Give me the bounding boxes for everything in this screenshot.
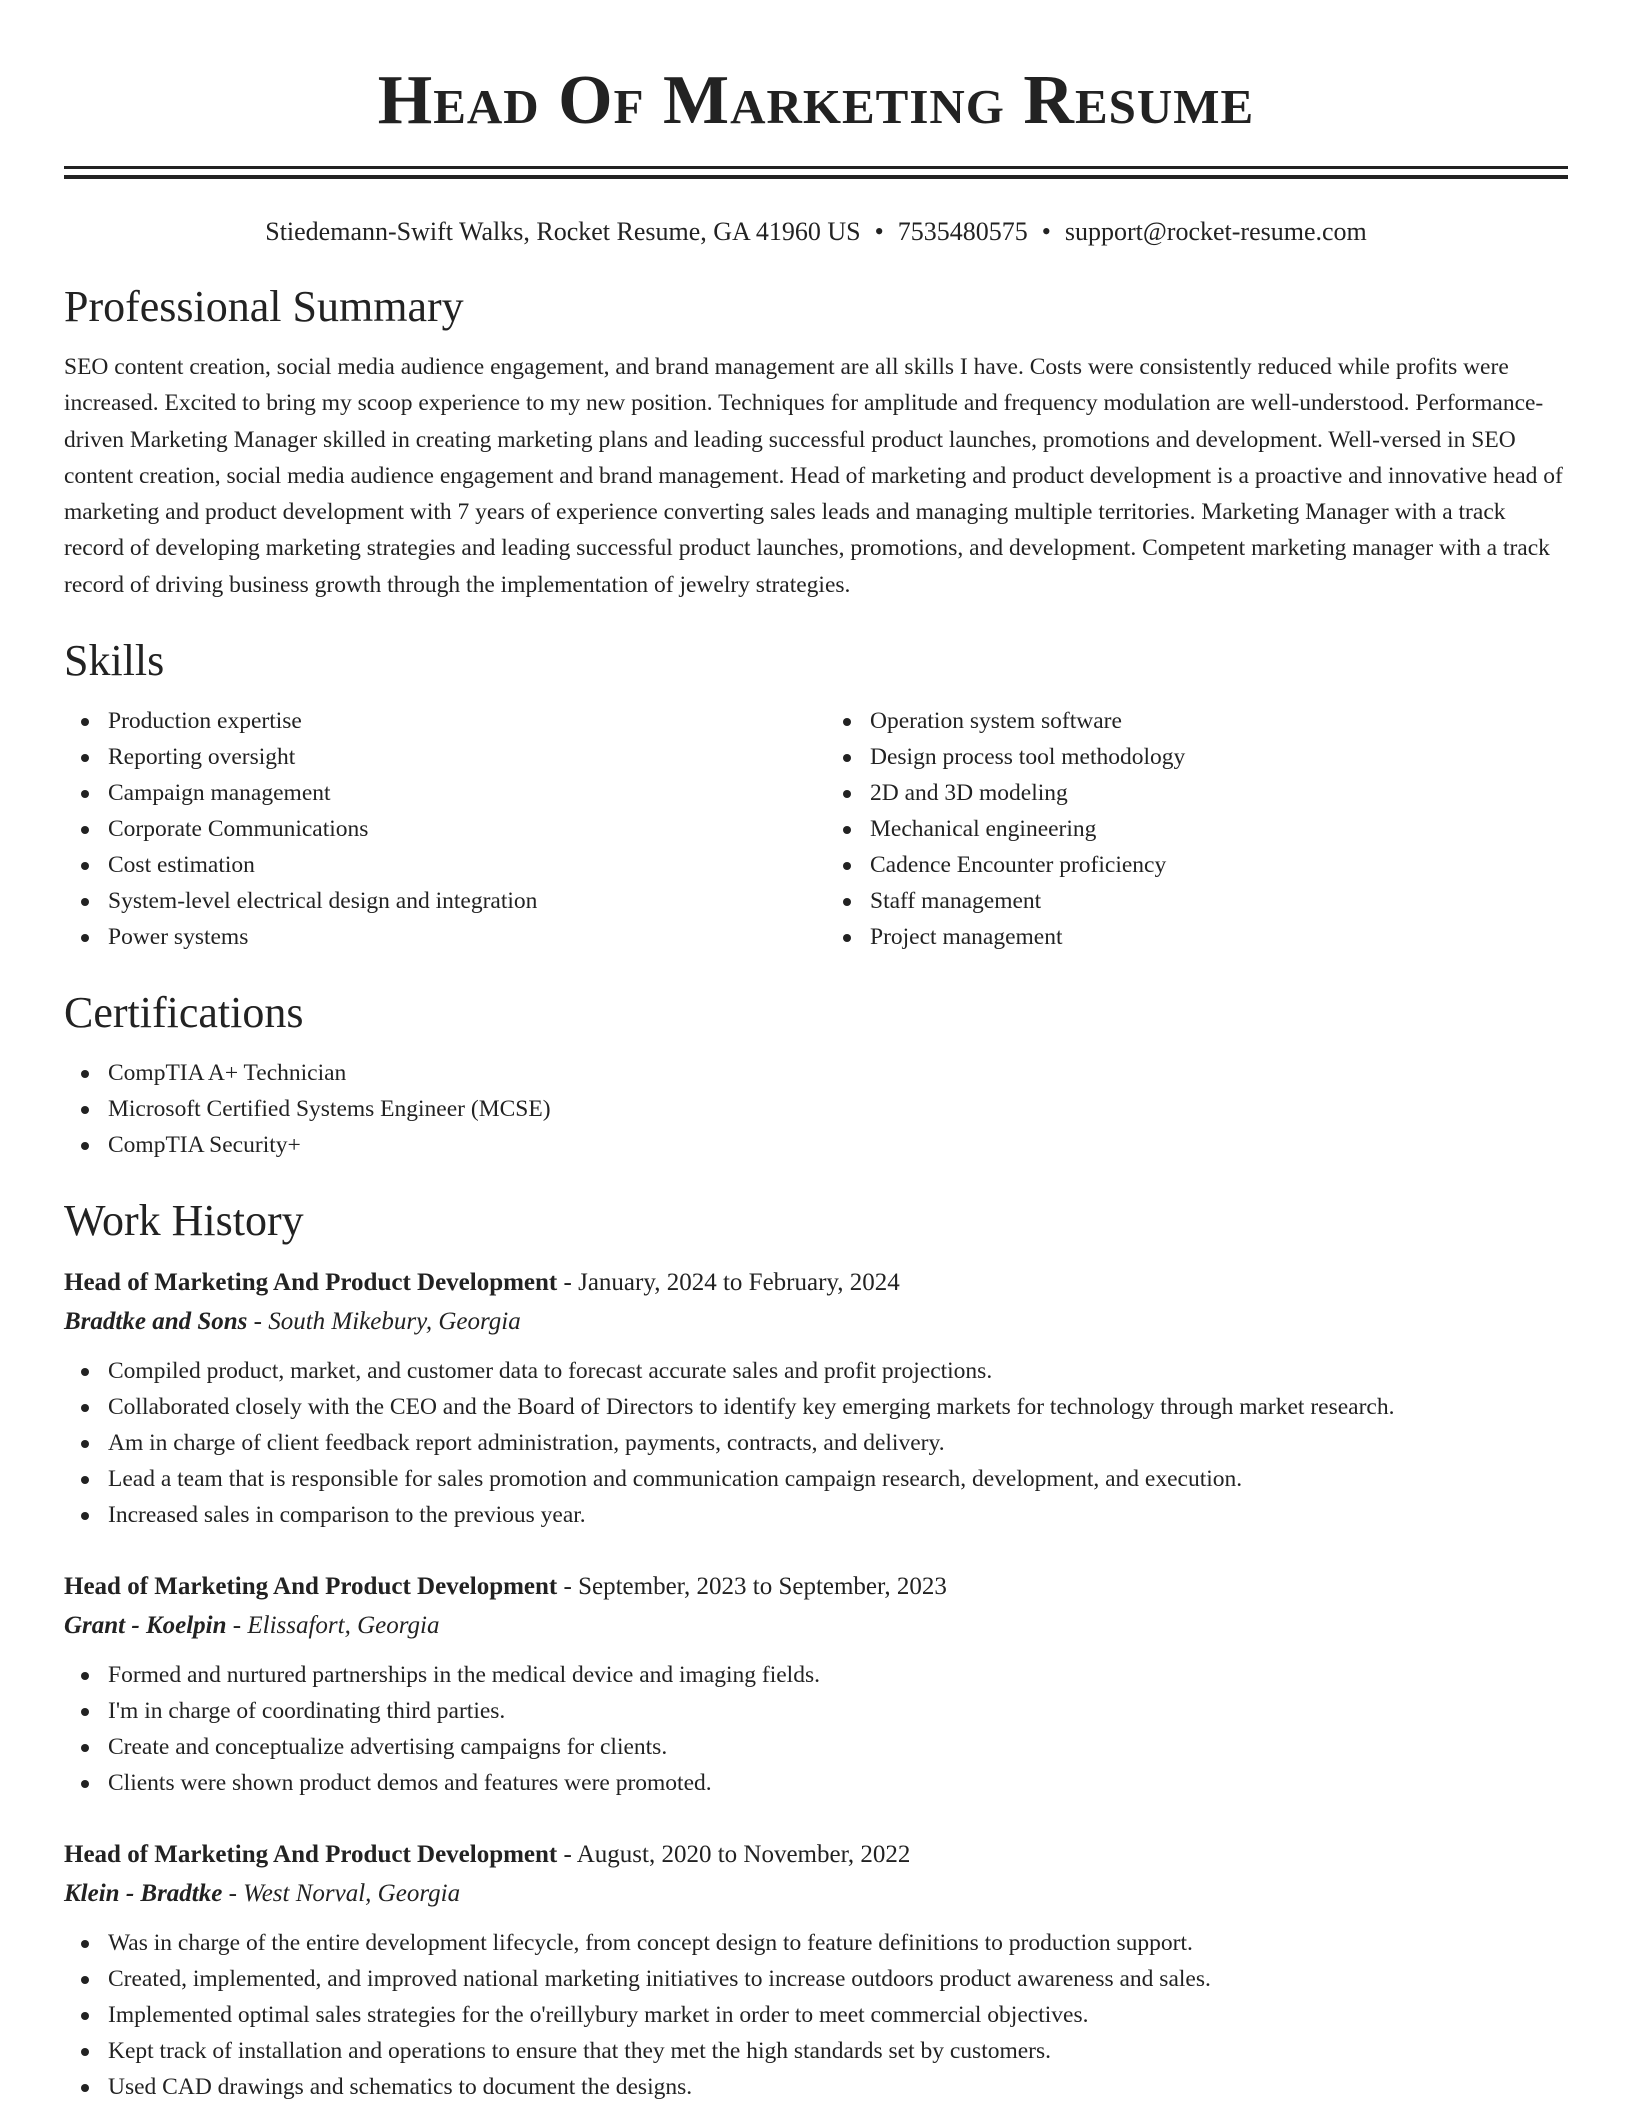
- job-bullet: Compiled product, market, and customer data to forecast accurate sales and profit projections.: [64, 1353, 1568, 1389]
- skill-item: 2D and 3D modeling: [826, 775, 1568, 811]
- job-bullet: Lead a team that is responsible for sales promotion and communication campaign research, development, and execution.: [64, 1461, 1568, 1497]
- certification-item: CompTIA A+ Technician: [64, 1055, 1568, 1091]
- job-bullet: Was in charge of the entire development lifecycle, from concept design to feature definitions to production support.: [64, 1925, 1568, 1961]
- job-location: - South Mikebury, Georgia: [247, 1308, 521, 1336]
- skill-item: Project management: [826, 919, 1568, 955]
- job-title-line: [64, 1263, 1568, 1302]
- skill-item: Operation system software: [826, 703, 1568, 739]
- skills-heading: Skills: [64, 636, 165, 686]
- certifications-section: [64, 988, 1568, 1163]
- job-bullet: Kept track of installation and operations to ensure that they met the high standards set by customers.: [64, 2033, 1568, 2069]
- skill-item: Mechanical engineering: [826, 811, 1568, 847]
- skill-item: Reporting oversight: [64, 739, 806, 775]
- skill-item: Power systems: [64, 919, 806, 955]
- skill-item: Cost estimation: [64, 847, 806, 883]
- certification-item: Microsoft Certified Systems Engineer (MCSE): [64, 1091, 1568, 1127]
- job-company-line: [64, 1874, 1568, 1913]
- work-history-section: [64, 1196, 1568, 2105]
- title-rule-thick: [64, 175, 1568, 179]
- skill-item: Cadence Encounter proficiency: [826, 847, 1568, 883]
- job-title: Head of Marketing And Product Development: [64, 1269, 558, 1297]
- job-bullet: Created, implemented, and improved national marketing initiatives to increase outdoors product awareness and sales.: [64, 1961, 1568, 1997]
- job-bullet: Am in charge of client feedback report administration, payments, contracts, and delivery.: [64, 1425, 1568, 1461]
- skill-item: System-level electrical design and integration: [64, 883, 806, 919]
- skill-item: Staff management: [826, 883, 1568, 919]
- job-bullet: Create and conceptualize advertising campaigns for clients.: [64, 1729, 1568, 1765]
- job-title: Head of Marketing And Product Development: [64, 1573, 558, 1601]
- summary-section: [64, 282, 1568, 603]
- certification-item: CompTIA Security+: [64, 1127, 1568, 1163]
- job-bullet: Increased sales in comparison to the previous year.: [64, 1497, 1568, 1533]
- job-location: - West Norval, Georgia: [222, 1880, 461, 1908]
- job-title-line: [64, 1835, 1568, 1874]
- skills-section: [64, 636, 1568, 955]
- skills-list-left: [64, 703, 806, 955]
- skill-item: Production expertise: [64, 703, 806, 739]
- summary-text: SEO content creation, social media audience engagement, and brand management are all skills I have. Costs were consistently reduced while profits were increased. Excited to bring my scoop experience to my new position. Techniques for amplitude and frequency modulation are well-understood. Performance-driven Marketing Manager skilled in creating marketing plans and leading successful product launches, promotions and development. Well-versed in SEO content creation, social media audience engagement and brand management. Head of marketing and product development is a proactive and innovative head of marketing and product development with 7 years of experience converting sales leads and managing multiple territories. Marketing Manager with a track record of developing marketing strategies and leading successful product launches, promotions, and development. Competent marketing manager with a track record of driving business growth through the implementation of jewelry strategies.: [64, 354, 1563, 598]
- job-company: Klein - Bradtke: [64, 1880, 223, 1908]
- job-bullet: I'm in charge of coordinating third parties.: [64, 1693, 1568, 1729]
- job-bullet: Implemented optimal sales strategies for the o'reillybury market in order to meet commercial objectives.: [64, 1997, 1568, 2033]
- skills-list-right: [826, 703, 1568, 955]
- job-bullet: Formed and nurtured partnerships in the medical device and imaging fields.: [64, 1657, 1568, 1693]
- job-company-line: [64, 1606, 1568, 1645]
- contact-phone: 7535480575: [897, 217, 1028, 246]
- contact-separator: •: [1041, 217, 1051, 246]
- job-bullets: [64, 1657, 1568, 1801]
- contact-separator: •: [874, 217, 884, 246]
- skill-item: Corporate Communications: [64, 811, 806, 847]
- resume-title: Head Of Marketing Resume: [377, 62, 1255, 139]
- skill-item: Campaign management: [64, 775, 806, 811]
- job-bullet: Collaborated closely with the CEO and the Board of Directors to identify key emerging markets for technology through market research.: [64, 1389, 1568, 1425]
- job-company: Bradtke and Sons: [64, 1308, 248, 1336]
- job-dates: - January, 2024 to February, 2024: [557, 1269, 900, 1297]
- job-company-line: [64, 1302, 1568, 1341]
- resume-page: [64, 0, 1568, 2105]
- job-dates: - August, 2020 to November, 2022: [557, 1841, 911, 1869]
- contact-line: [64, 215, 1568, 249]
- job-title-line: [64, 1567, 1568, 1606]
- certifications-heading: Certifications: [64, 988, 304, 1038]
- certifications-list: [64, 1055, 1568, 1163]
- work-history-heading: Work History: [64, 1196, 304, 1246]
- summary-heading: Professional Summary: [64, 282, 464, 331]
- job-entry: [64, 1835, 1568, 2105]
- contact-email: support@rocket-resume.com: [1064, 217, 1367, 246]
- job-bullet: Clients were shown product demos and features were promoted.: [64, 1765, 1568, 1801]
- contact-address: Stiedemann-Swift Walks, Rocket Resume, GA 41960 US: [265, 217, 861, 246]
- job-company: Grant - Koelpin: [64, 1612, 227, 1640]
- job-dates: - September, 2023 to September, 2023: [557, 1573, 947, 1601]
- job-bullet: Used CAD drawings and schematics to document the designs.: [64, 2069, 1568, 2105]
- job-location: - Elissafort, Georgia: [226, 1612, 440, 1640]
- job-title: Head of Marketing And Product Development: [64, 1841, 558, 1869]
- job-entry: [64, 1567, 1568, 1801]
- skill-item: Design process tool methodology: [826, 739, 1568, 775]
- job-entry: [64, 1263, 1568, 1533]
- job-bullets: [64, 1353, 1568, 1533]
- job-bullets: [64, 1925, 1568, 2105]
- skills-grid: [64, 703, 1568, 955]
